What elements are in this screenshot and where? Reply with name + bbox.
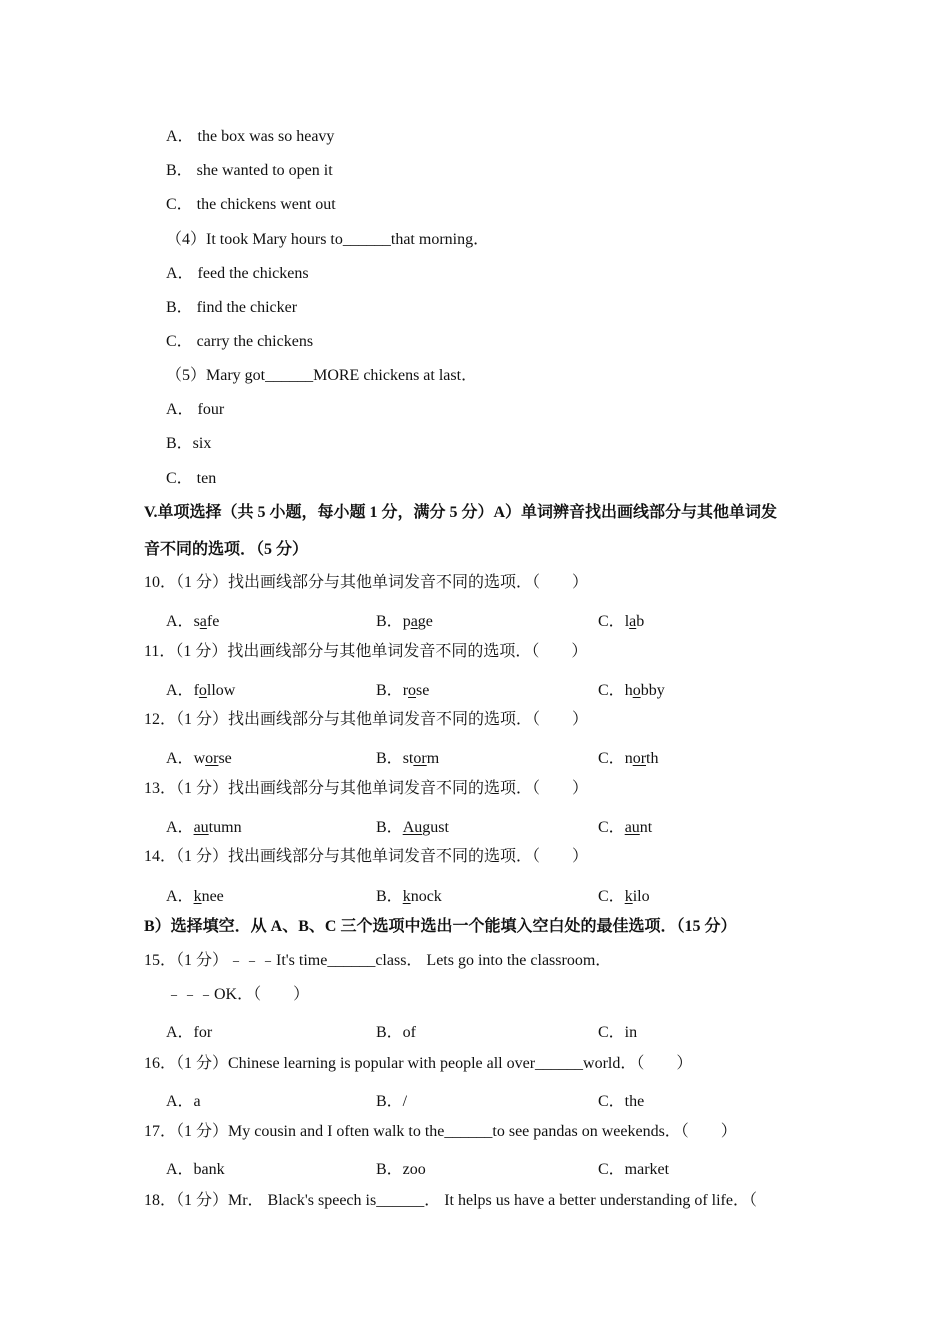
question-11-options <box>166 677 866 697</box>
question-12-stem: 12．（1 分）找出画线部分与其他单词发音不同的选项．（ ） <box>144 711 589 728</box>
option-c: C．the <box>598 1093 645 1110</box>
option-b: B．August <box>376 819 449 836</box>
option-a: A．a <box>166 1093 201 1110</box>
question-13-options <box>166 814 866 834</box>
option-b: B．knock <box>376 888 442 905</box>
question-15-reply: ﹣﹣﹣OK．（ ） <box>166 986 310 1003</box>
option-b: B．of <box>376 1024 417 1041</box>
option-b: B．six <box>166 435 212 452</box>
option-a: A． feed the chickens <box>166 265 309 282</box>
question-11-stem: 11．（1 分）找出画线部分与其他单词发音不同的选项．（ ） <box>144 643 588 660</box>
option-b: B．zoo <box>376 1161 426 1178</box>
question-17-stem: 17．（1 分）My cousin and I often walk to the______to see pandas on weekends．（ ） <box>144 1123 737 1140</box>
option-c: C．market <box>598 1161 670 1178</box>
option-b: B．page <box>376 613 433 630</box>
question-14-options <box>166 883 866 903</box>
option-c: C．lab <box>598 613 645 630</box>
option-a: A． the box was so heavy <box>166 128 335 145</box>
option-c: C． the chickens went out <box>166 196 336 213</box>
section-title: V.单项选择（共 5 小题，每小题 1 分，满分 5 分）A）单词辨音找出画线部分与其他单词发 <box>144 504 778 521</box>
question-16-options <box>166 1088 866 1108</box>
option-b: B． find the chicker <box>166 299 298 316</box>
option-c: C．kilo <box>598 888 650 905</box>
option-b: B．storm <box>376 750 440 767</box>
option-c: C．aunt <box>598 819 653 836</box>
option-a: A．safe <box>166 613 220 630</box>
option-b: B．/ <box>376 1093 408 1110</box>
section-b-title: B）选择填空．从 A、B、C 三个选项中选出一个能填入空白处的最佳选项．（15 分） <box>144 918 737 935</box>
option-c: C． carry the chickens <box>166 333 314 350</box>
question-15-stem: 15．（1 分）﹣﹣﹣It's time______class． Lets go into the classroom． <box>144 952 612 969</box>
question-10-options <box>166 608 866 628</box>
option-c: C．in <box>598 1024 638 1041</box>
section-title-continued: 音不同的选项．（5 分） <box>144 541 309 558</box>
option-a: A．bank <box>166 1161 225 1178</box>
question-5-stem: （5）Mary got______MORE chickens at last． <box>166 367 478 384</box>
option-a: A．worse <box>166 750 232 767</box>
option-a: A．for <box>166 1024 213 1041</box>
question-14-stem: 14．（1 分）找出画线部分与其他单词发音不同的选项．（ ） <box>144 848 589 865</box>
question-16-stem: 16．（1 分）Chinese learning is popular with people all over______world．（ ） <box>144 1055 693 1072</box>
option-c: C．north <box>598 750 659 767</box>
question-10-stem: 10．（1 分）找出画线部分与其他单词发音不同的选项．（ ） <box>144 574 589 591</box>
option-b: B．rose <box>376 682 430 699</box>
option-a: A．knee <box>166 888 224 905</box>
question-13-stem: 13．（1 分）找出画线部分与其他单词发音不同的选项．（ ） <box>144 780 589 797</box>
option-c: C．hobby <box>598 682 665 699</box>
question-18-stem: 18．（1 分）Mr． Black's speech is______． It helps us have a better understanding of life．（ <box>144 1192 757 1209</box>
option-c: C． ten <box>166 470 217 487</box>
question-12-options <box>166 745 866 765</box>
option-a: A．autumn <box>166 819 242 836</box>
option-a: A．follow <box>166 682 236 699</box>
option-b: B． she wanted to open it <box>166 162 333 179</box>
question-4-stem: （4）It took Mary hours to______that morning． <box>166 231 490 248</box>
option-a: A． four <box>166 401 225 418</box>
question-17-options <box>166 1156 866 1176</box>
question-15-options <box>166 1019 866 1039</box>
